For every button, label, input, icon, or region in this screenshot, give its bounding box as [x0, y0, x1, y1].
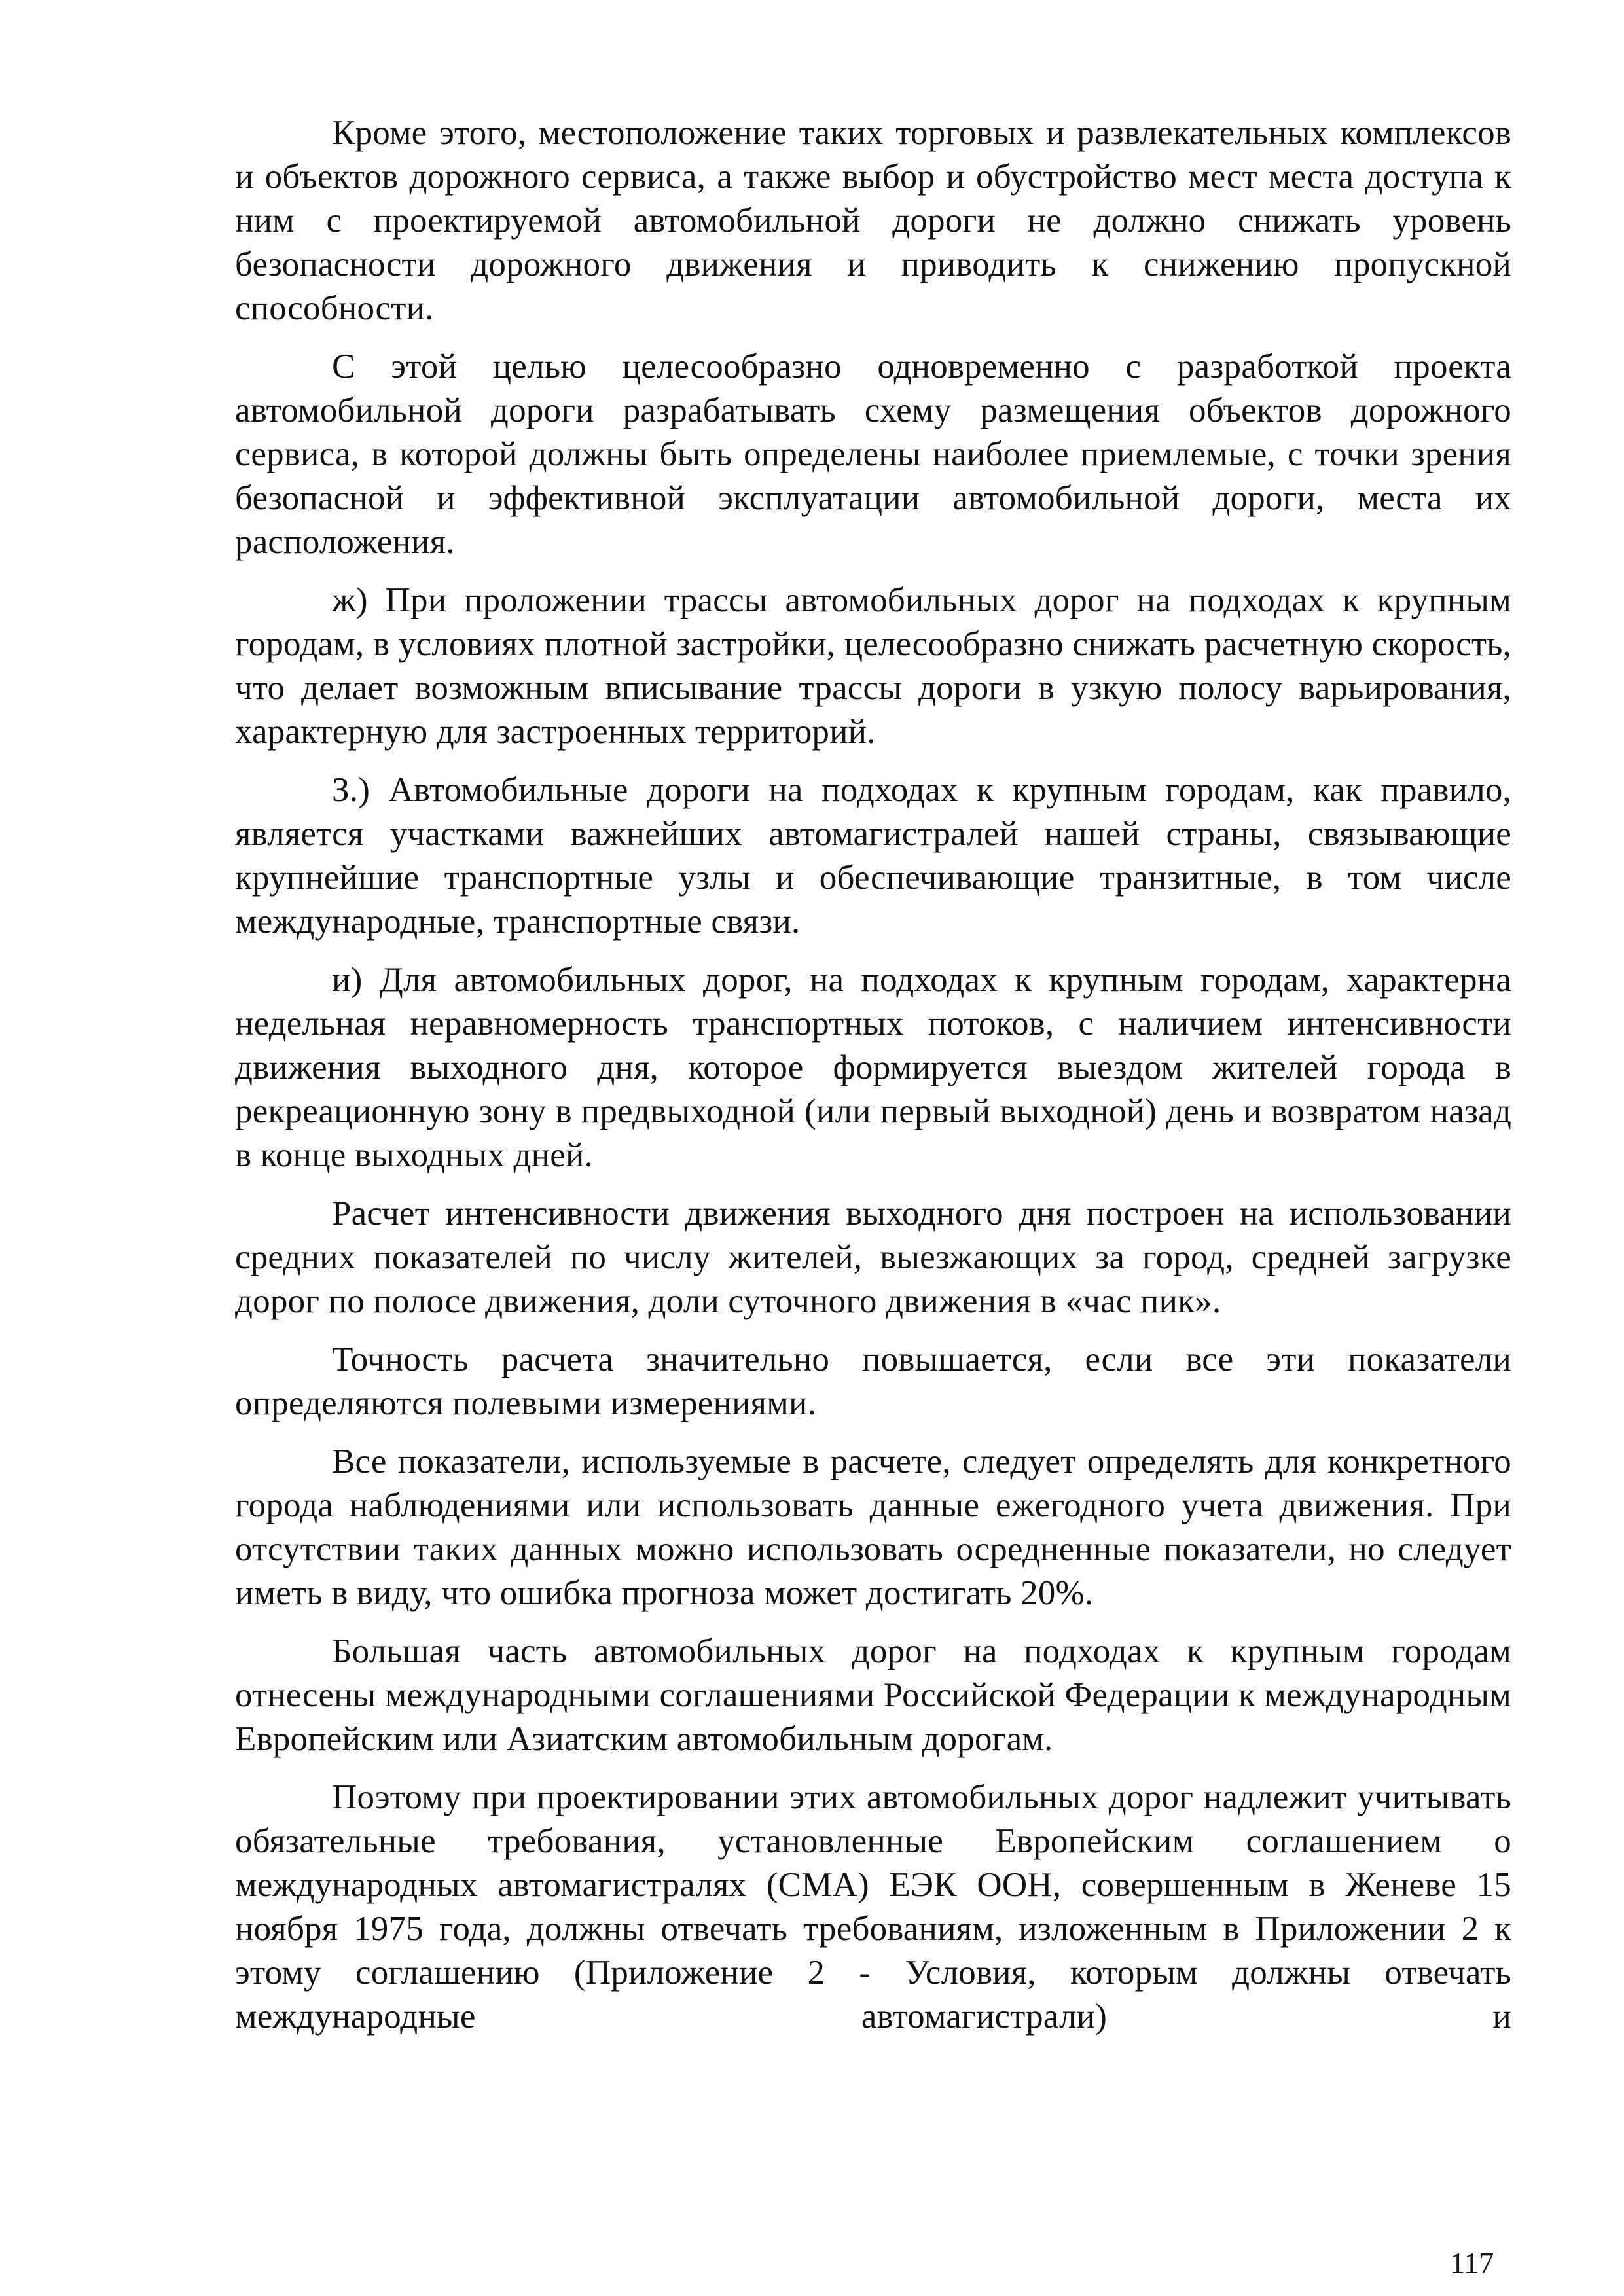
paragraph-9: Большая часть автомобильных дорог на подходах к крупным городам отнесены международными соглашениями Российской Федерации к международным Европейским или Азиатским автомобильным дорогам.	[235, 1632, 1511, 1758]
paragraph-10: Поэтому при проектировании этих автомобильных дорог надлежит учитывать обязательные требования, установленные Европейским соглашением о международных автомагистралях (СМА) ЕЭК ООН, совершенным в Женеве 15 ноября 1975 года, должны отвечать требованиям, изложенным в Приложении 2 к этому соглашению (Приложение 2 - Условия, которым должны отвечать международные автомагистрали) и	[235, 1778, 1511, 2036]
paragraph-4: З.) Автомобильные дороги на подходах к крупным городам, как правило, является участками важнейших автомагистралей нашей страны, связывающие крупнейшие транспортные узлы и обеспечивающие транзитные, в том числе международные, транспортные связи.	[235, 771, 1511, 941]
paragraph-8: Все показатели, используемые в расчете, следует определять для конкретного города наблюдениями или использовать данные ежегодного учета движения. При отсутствии таких данных можно использовать осредненные показатели, но следует иметь в виду, что ошибка прогноза может достигать 20%.	[235, 1443, 1511, 1612]
paragraph-5: и) Для автомобильных дорог, на подходах к крупным городам, характерна недельная неравномерность транспортных потоков, с наличием интенсивности движения выходного дня, которое формируется выездом жителей города в рекреационную зону в предвыходной (или первый выходной) день и возвратом назад в конце выходных дней.	[235, 961, 1511, 1174]
paragraph-7: Точность расчета значительно повышается, если все эти показатели определяются полевыми измерениями.	[235, 1340, 1511, 1422]
paragraph-3: ж) При проложении трассы автомобильных дорог на подходах к крупным городам, в условиях плотной застройки, целесообразно снижать расчетную скорость, что делает возможным вписывание трассы дороги в узкую полосу варьирования, характерную для застроенных территорий.	[235, 581, 1511, 751]
paragraph-6: Расчет интенсивности движения выходного дня построен на использовании средних показателей по числу жителей, выезжающих за город, средней загрузке дорог по полосе движения, доли суточного движения в «час пик».	[235, 1194, 1511, 1320]
page-number: 117	[1450, 2246, 1494, 2280]
document-page	[235, 111, 1511, 2053]
paragraph-2: С этой целью целесообразно одновременно с разработкой проекта автомобильной дороги разрабатывать схему размещения объектов дорожного сервиса, в которой должны быть определены наиболее приемлемые, с точки зрения безопасной и эффективной эксплуатации автомобильной дороги, места их расположения.	[235, 348, 1511, 561]
paragraph-1: Кроме этого, местоположение таких торговых и развлекательных комплексов и объектов дорожного сервиса, а также выбор и обустройство мест места доступа к ним с проектируемой автомобильной дороги не должно снижать уровень безопасности дорожного движения и приводить к снижению пропускной способности.	[235, 114, 1511, 327]
